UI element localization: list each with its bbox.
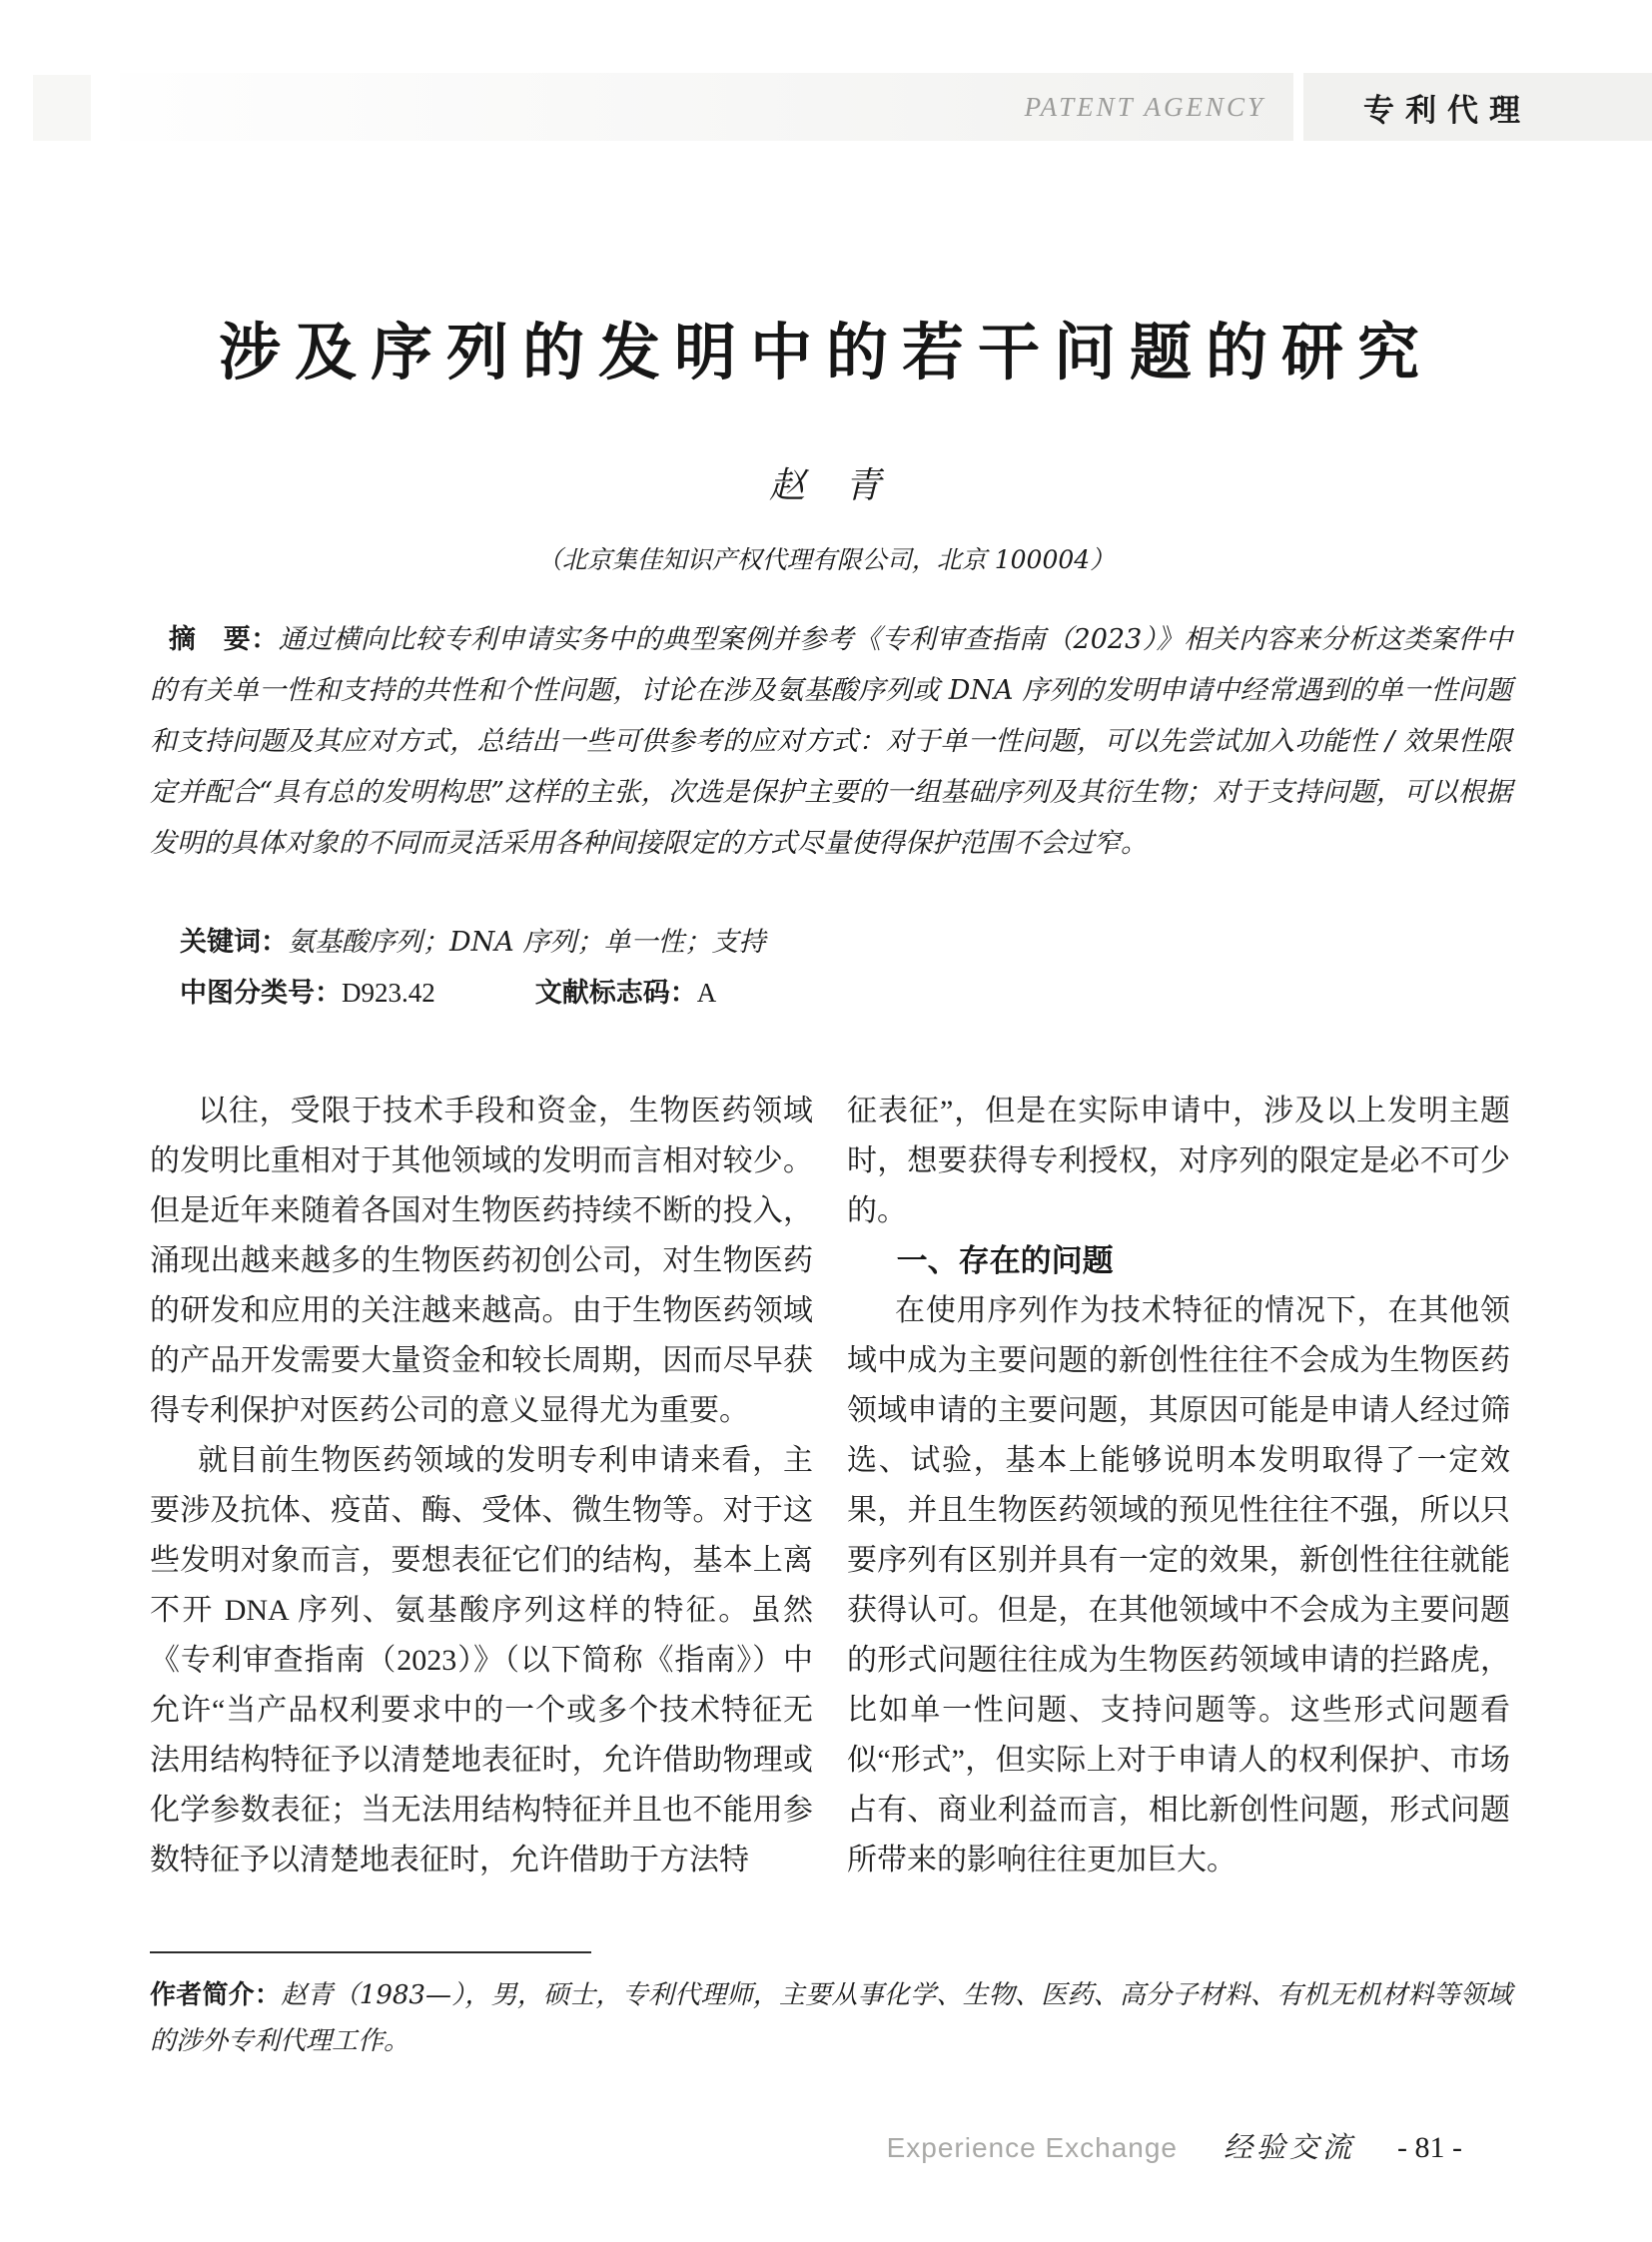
doc-code-label: 文献标志码： bbox=[534, 978, 697, 1008]
keywords-row bbox=[150, 917, 1512, 968]
footer-page-number: - 81 - bbox=[1397, 2131, 1462, 2164]
body-column-left bbox=[150, 1087, 813, 1885]
header-section-cn: 专利代理 bbox=[1363, 92, 1531, 128]
author-affiliation: （北京集佳知识产权代理有限公司，北京 100004） bbox=[536, 545, 1116, 574]
footer-section-cn: 经验交流 bbox=[1224, 2130, 1356, 2164]
body-paragraph: 以往，受限于技术手段和资金，生物医药领域的发明比重相对于其他领域的发明而言相对较少。但是近年来随着各国对生物医药持续不断的投入，涌现出越来越多的生物医药初创公司，对生物医药的研发和应用的关注越来越高。由于生物医药领域的产品开发需要大量资金和较长周期，因而尽早获得专利保护对医药公司的意义显得尤为重要。 bbox=[150, 1095, 813, 1427]
footnote-divider bbox=[150, 1951, 591, 1953]
abstract-label: 摘 要： bbox=[168, 624, 279, 654]
author-bio-footnote bbox=[150, 1971, 1512, 2064]
keywords-label: 关键词： bbox=[180, 927, 288, 957]
header-section-block bbox=[1303, 73, 1652, 141]
header-strip bbox=[120, 73, 1293, 141]
header-journal-en: PATENT AGENCY bbox=[1024, 91, 1265, 122]
abstract-text: 通过横向比较专利申请实务中的典型案例并参考《专利审查指南（2023）》相关内容来分析这类案件中的有关单一性和支持的共性和个性问题，讨论在涉及氨基酸序列或 DNA 序列的发明申请中经常遇到的单一性问题和支持问题及其应对方式，总结出一些可供参考的应对方式：对于单一性问题，可以先尝试加入功能性 / 效果性限定并配合“具有总的发明构思”这样的主张，次选是保护主要的一组基础序列及其衍生物；对于支持问题，可以根据发明的具体对象的不同而灵活采用各种间接限定的方式尽量使得保护范围不会过窄。 bbox=[150, 624, 1512, 859]
classification-row bbox=[150, 968, 1512, 1018]
footer-journal-en: Experience Exchange bbox=[886, 2132, 1178, 2163]
body-column-right bbox=[847, 1087, 1510, 1885]
author-bio-label: 作者简介： bbox=[150, 1979, 282, 2009]
doc-code-value: A bbox=[696, 978, 717, 1008]
abstract-block bbox=[150, 614, 1512, 869]
page-title: 涉及序列的发明中的若干问题的研究 bbox=[218, 320, 1433, 387]
section-heading: 一、存在的问题 bbox=[896, 1243, 1114, 1278]
article-meta bbox=[150, 917, 1512, 1018]
header-corner-block bbox=[33, 75, 91, 141]
author-bio-text: 赵青（1983—），男，硕士，专利代理师，主要从事化学、生物、医药、高分子材料、有机无机材料等领域的涉外专利代理工作。 bbox=[150, 1980, 1512, 2056]
author-name: 赵 青 bbox=[768, 465, 883, 506]
clc-label: 中图分类号： bbox=[180, 978, 342, 1008]
clc-value: D923.42 bbox=[342, 978, 435, 1008]
body-paragraph: 就目前生物医药领域的发明专利申请来看，主要涉及抗体、疫苗、酶、受体、微生物等。对于这些发明对象而言，要想表征它们的结构，基本上离不开 DNA 序列、氨基酸序列这样的特征。虽然《专利审查指南（2023）》（以下简称《指南》）中允许“当产品权利要求中的一个或多个技术特征无法用结构特征予以清楚地表征时，允许借助物理或化学参数表征；当无法用结构特征并且也不能用参数特征予以清楚地表征时，允许借助于方法特 bbox=[150, 1444, 813, 1876]
page-footer bbox=[0, 2125, 1462, 2166]
body-paragraph: 在使用序列作为技术特征的情况下，在其他领域中成为主要问题的新创性往往不会成为生物医药领域申请的主要问题，其原因可能是申请人经过筛选、试验，基本上能够说明本发明取得了一定效果，并且生物医药领域的预见性往往不强，所以只要序列有区别并具有一定的效果，新创性往往就能获得认可。但是，在其他领域中不会成为主要问题的形式问题往往成为生物医药领域申请的拦路虎，比如单一性问题、支持问题等。这些形式问题看似“形式”，但实际上对于申请人的权利保护、市场占有、商业利益而言，相比新创性问题，形式问题所带来的影响往往更加巨大。 bbox=[847, 1294, 1510, 1876]
body-paragraph-continuation: 征表征”，但是在实际申请中，涉及以上发明主题时，想要获得专利授权，对序列的限定是必不可少的。 bbox=[847, 1095, 1510, 1227]
keywords-value: 氨基酸序列；DNA 序列；单一性；支持 bbox=[288, 927, 766, 958]
